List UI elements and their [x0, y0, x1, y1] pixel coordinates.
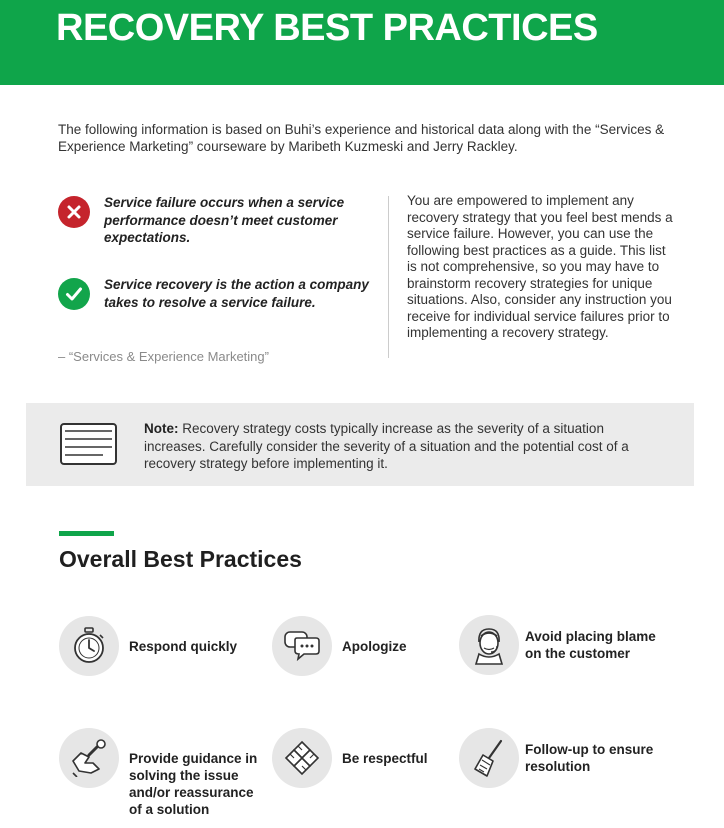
practice-provide-guidance: [59, 728, 269, 818]
x-mark-icon: [58, 196, 90, 228]
note-text: [144, 420, 644, 473]
header-banner: [0, 0, 724, 85]
stopwatch-icon: [59, 616, 119, 676]
guidance-paragraph: You are empowered to implement any recovery strategy that you feel best mends a service failure. However, you can use the following best practices as a guide. This list is not comprehensive, so you may have to brainstorm recovery strategies for unique situations. Also, consider any instruction you receive for individual service failures prior to implementing a recovery strategy.: [407, 193, 673, 340]
practice-avoid-blame: [459, 615, 675, 675]
wrench-hand-icon: [59, 728, 119, 788]
practice-apologize: [272, 616, 407, 676]
page-title: RECOVERY BEST PRACTICES: [56, 7, 598, 49]
practice-respond-quickly: [59, 616, 237, 676]
practice-label: Follow-up to ensure resolution: [525, 742, 654, 774]
intro-paragraph: The following information is based on Buhi’s experience and historical data along with the “Services & Experience Marketing” courseware by Maribeth Kuzmeski and Jerry Rackley.: [58, 122, 665, 154]
document-icon: [59, 421, 119, 472]
section-title: Overall Best Practices: [59, 546, 302, 572]
section-accent-bar: [59, 531, 114, 536]
broom-icon: [459, 728, 519, 788]
practice-label: Respond quickly: [129, 638, 238, 654]
practice-label: Avoid placing blame on the customer: [525, 629, 656, 661]
definition-text: Service failure occurs when a service performance doesn’t meet customer expectations.: [104, 195, 345, 245]
note-label: Note:: [144, 421, 179, 436]
definition-text: Service recovery is the action a company takes to resolve a service failure.: [104, 277, 369, 310]
note-body: Recovery strategy costs typically increase as the severity of a situation increases. Carefully consider the severity of a situation and the potential cost of a recovery strategy before implementing it.: [144, 421, 629, 471]
practice-label: Apologize: [342, 638, 407, 654]
customer-headset-icon: [459, 615, 519, 675]
speech-bubble-icon: [272, 616, 332, 676]
practice-label: Be respectful: [342, 750, 428, 766]
practice-follow-up: [459, 728, 675, 788]
definition-service-recovery: [58, 276, 379, 311]
definition-service-failure: [58, 194, 379, 247]
practice-be-respectful: [272, 728, 428, 788]
practice-label: Provide guidance in solving the issue and/or reassurance of a solution: [129, 751, 258, 817]
column-divider: [388, 196, 389, 358]
note-box: [26, 403, 694, 486]
check-mark-icon: [58, 278, 90, 310]
quote-attribution: – “Services & Experience Marketing”: [58, 349, 269, 364]
joined-hands-icon: [272, 728, 332, 788]
